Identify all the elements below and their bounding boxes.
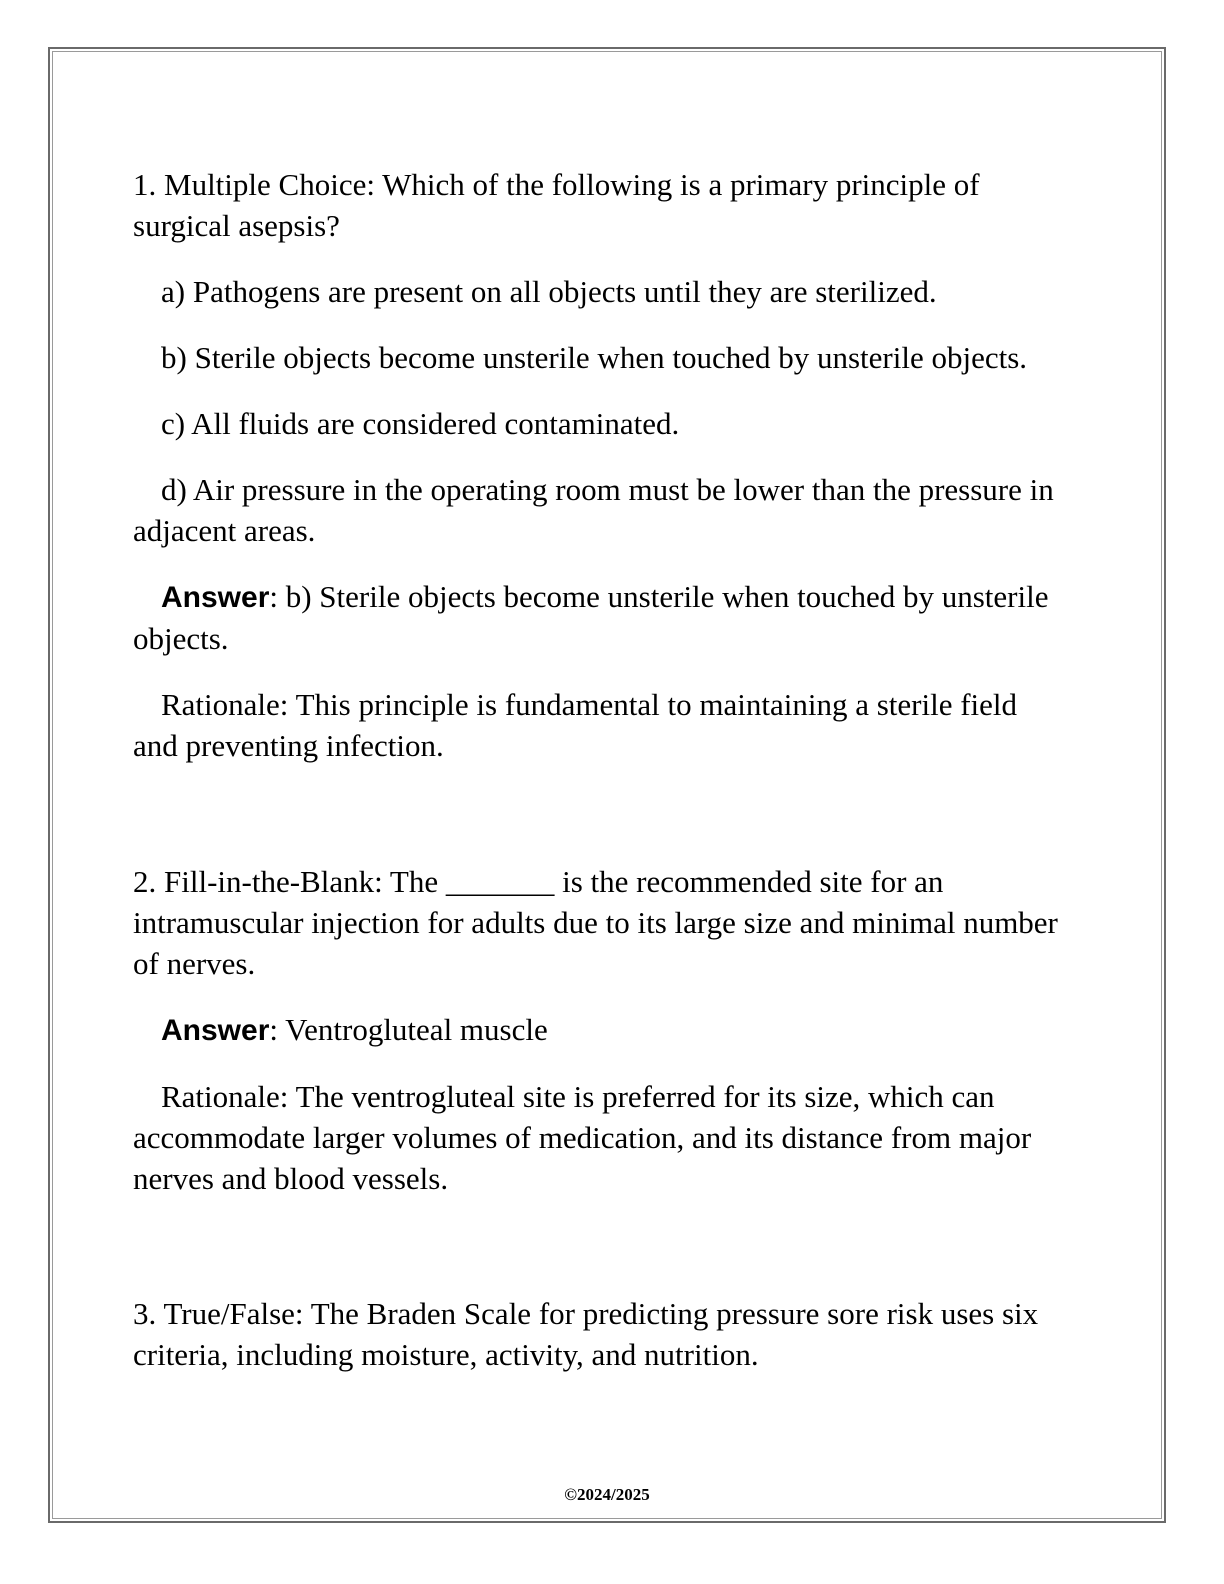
question-2-prompt: 2. Fill-in-the-Blank: The _______ is the recommended site for an intramuscular injection for adults due to its large size and minimal number of nerves.	[133, 864, 1058, 981]
answer-text: : b) Sterile objects become unsterile when touched by unsterile objects.	[133, 579, 1049, 656]
answer-label: Answer	[161, 581, 270, 614]
question-2-rationale: Rationale: The ventrogluteal site is preferred for its size, which can accommodate larger volumes of medication, and its distance from major nerves and blood vessels.	[133, 1079, 1032, 1196]
copyright-footer: ©2024/2025	[564, 1485, 650, 1504]
question-1-prompt: 1. Multiple Choice: Which of the following is a primary principle of surgical asepsis?	[133, 167, 980, 243]
question-1-answer	[133, 576, 1068, 659]
answer-label: Answer	[161, 1014, 270, 1047]
question-3-prompt: 3. True/False: The Braden Scale for predicting pressure sore risk uses six criteria, including moisture, activity, and nutrition.	[133, 1296, 1039, 1372]
answer-text: : Ventrogluteal muscle	[269, 1012, 548, 1047]
question-1-option-b: b) Sterile objects become unsterile when touched by unsterile objects.	[161, 340, 1028, 375]
question-1-option-a: a) Pathogens are present on all objects until they are sterilized.	[161, 274, 937, 309]
question-1-option-d: d) Air pressure in the operating room must be lower than the pressure in adjacent areas.	[133, 472, 1054, 548]
question-1-option-c: c) All fluids are considered contaminated.	[161, 406, 680, 441]
question-2-answer	[133, 1009, 1068, 1051]
question-1-rationale: Rationale: This principle is fundamental to maintaining a sterile field and preventing infection.	[133, 687, 1018, 763]
document-body	[133, 164, 1068, 1400]
